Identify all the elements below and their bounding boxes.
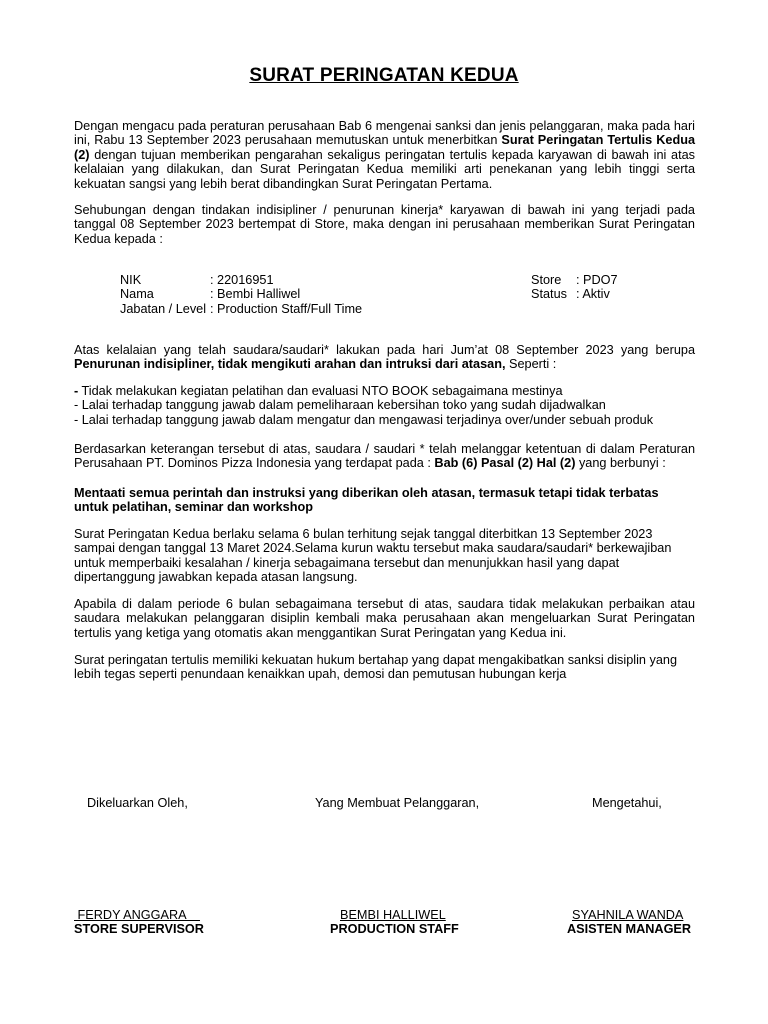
- nik-label: NIK: [120, 273, 142, 287]
- nik-value: : 22016951: [210, 273, 274, 287]
- signature-heading-issuer: Dikeluarkan Oleh,: [87, 796, 188, 810]
- paragraph-consequence: Apabila di dalam periode 6 bulan sebagaimana tersebut di atas, saudara tidak melakukan perbaikan atau saudara melakukan pelanggaran disiplin kembali maka perusahaan akan mengeluarkan Surat Peringatan tertulis yang ketiga yang otomatis akan menggantikan Surat Peringatan yang Kedua ini.: [74, 597, 695, 640]
- jabatan-label: Jabatan / Level: [120, 301, 207, 316]
- paragraph-rule-quote: Mentaati semua perintah dan instruksi yang diberikan oleh atasan, termasuk tetapi tidak terbatas untuk pelatihan, seminar dan workshop: [74, 486, 659, 515]
- regulation-text-bold: Bab (6) Pasal (2) Hal (2): [434, 456, 576, 471]
- info-row-jabatan: [120, 302, 695, 316]
- violation-dash: -: [74, 384, 79, 398]
- store-value: : PDO7: [576, 273, 618, 287]
- violation-item: [74, 384, 714, 398]
- signature-role-supervisor: STORE SUPERVISOR: [74, 922, 204, 936]
- paragraph-validity: Surat Peringatan Kedua berlaku selama 6 bulan terhitung sejak tanggal diterbitkan 13 September 2023 sampai dengan tanggal 13 Maret 2024.Selama kurun waktu tersebut maka saudara/saudari* berkewajiban untuk memperbaiki kesalahan / kinerja sebagaimana tersebut dan menunjukkan hasil yang dapat dipertanggung jawabkan kepada atasan langsung.: [74, 527, 672, 585]
- regulation-text-a: Berdasarkan keterangan tersebut di atas, saudara / saudari * telah melanggar ketentuan di dalam Peraturan Perusahaan PT. Dominos Pizza Indonesia yang terdapat pada :: [74, 442, 695, 471]
- paragraph-incident: Sehubungan dengan tindakan indisipliner / penurunan kinerja* karyawan di bawah ini yang terjadi pada tanggal 08 September 2023 bertempat di Store, maka dengan ini perusahaan memberikan Surat Peringatan Kedua kepada :: [74, 203, 695, 246]
- paragraph-violation-intro: [74, 343, 695, 372]
- violation-list: [74, 384, 714, 427]
- violation-item: - Lalai terhadap tanggung jawab dalam pemeliharaan kebersihan toko yang sudah dijadwalkan: [74, 398, 606, 413]
- signature-name-manager: SYAHNILA WANDA: [572, 908, 684, 922]
- jabatan-value: : Production Staff/Full Time: [210, 301, 363, 316]
- violation-intro-bold: Penurunan indisipliner, tidak mengikuti arahan dan intruksi dari atasan,: [74, 357, 506, 372]
- signature-heading-offender: Yang Membuat Pelanggaran,: [315, 796, 480, 810]
- signature-name-supervisor: FERDY ANGGARA: [74, 908, 200, 922]
- violation-intro-c: Seperti :: [505, 357, 557, 372]
- employee-info: [120, 273, 695, 316]
- paragraph-legal-force: Surat peringatan tertulis memiliki kekuatan hukum bertahap yang dapat mengakibatkan sanksi disiplin yang lebih tegas seperti penundaan kenaikkan upah, demosi dan pemutusan hubungan kerja: [74, 653, 678, 682]
- signature-role-staff: PRODUCTION STAFF: [330, 922, 459, 936]
- violation-item: - Lalai terhadap tanggung jawab dalam mengatur dan mengawasi terjadinya over/under sebuah produk: [74, 412, 654, 427]
- info-row-nik: [120, 273, 695, 287]
- intro-text-bold: Surat Peringatan Tertulis Kedua (2): [74, 133, 696, 162]
- intro-text-a: Dengan mengacu pada peraturan perusahaan Bab 6 mengenai sanksi dan jenis pelanggaran, maka pada hari ini, Rabu 13 September 2023 perusahaan memutuskan untuk menerbitkan: [74, 119, 695, 148]
- signature-role-manager: ASISTEN MANAGER: [567, 922, 692, 936]
- violation-item-text: Tidak melakukan kegiatan pelatihan dan evaluasi NTO BOOK sebagaimana mestinya: [78, 384, 563, 398]
- paragraph-regulation: [74, 442, 695, 471]
- store-label: Store: [531, 273, 562, 287]
- nama-value: : Bembi Halliwel: [210, 287, 301, 302]
- nama-label: Nama: [120, 287, 154, 302]
- signature-heading-acknowledged: Mengetahui,: [592, 796, 662, 810]
- info-row-nama: [120, 287, 695, 301]
- signature-name-staff: BEMBI HALLIWEL: [340, 908, 446, 922]
- letter-title: SURAT PERINGATAN KEDUA: [249, 65, 519, 86]
- status-label: Status: [531, 287, 567, 302]
- status-value: : Aktiv: [576, 287, 610, 302]
- paragraph-intro: [74, 119, 695, 191]
- intro-text-c: dengan tujuan memberikan pengarahan sekaligus peringatan tertulis kepada karyawan di bawah ini atas kelalaian yang dilakukan, dan Surat Peringatan Kedua memiliki arti penekanan yang lebih tinggi serta kekuatan sangsi yang lebih berat dibandingkan Surat Peringatan Pertama.: [74, 147, 695, 191]
- violation-intro-a: Atas kelalaian yang telah saudara/saudari* lakukan pada hari Jum’at 08 September 2023 yang berupa: [74, 343, 695, 357]
- regulation-text-c: yang berbunyi :: [575, 456, 666, 471]
